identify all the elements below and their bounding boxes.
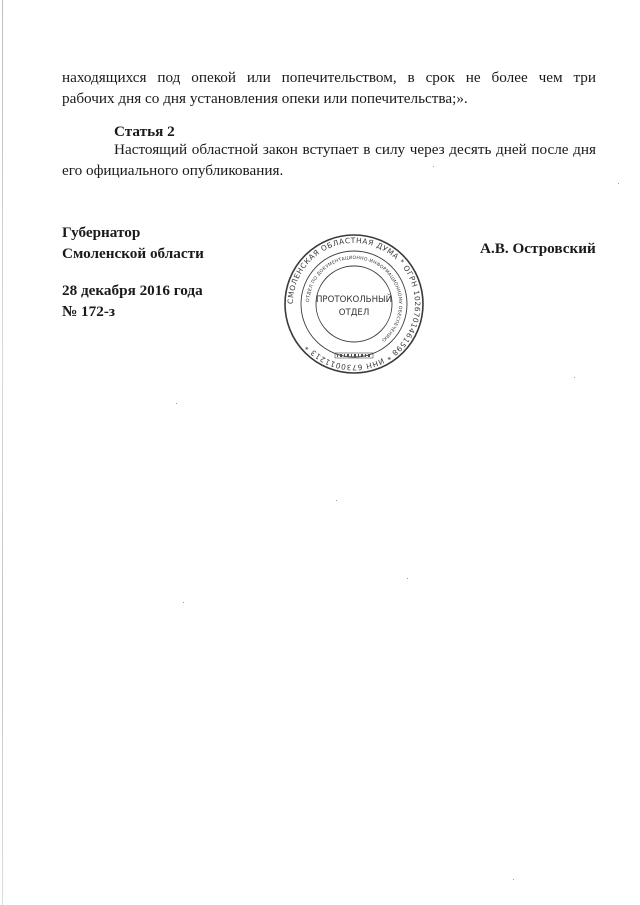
paragraph-line: Настоящий областной закон вступает в силу через десять дней после дня (114, 141, 596, 158)
scan-speck (574, 377, 575, 378)
stamp-outer-text: СМОЛЕНСКАЯ ОБЛАСТНАЯ ДУМА * ОГРН 1026701461598 * ИНН 6730011213 * (285, 235, 423, 373)
scan-speck (407, 578, 408, 579)
signatory-name: А.В. Островский (480, 240, 596, 257)
official-stamp (283, 233, 425, 375)
scan-speck (176, 403, 177, 404)
paragraph-line: рабочих дня со дня установления опеки или попечительства;». (62, 90, 468, 107)
paragraph-line: находящихся под опекой или попечительством, в срок не более чем три (62, 69, 596, 86)
signatory-title-line: Губернатор (62, 224, 141, 241)
stamp-inner-text: ОТДЕЛ ПО ДОКУМЕНТАЦИОННО-ИНФОРМАЦИОННОМУ ОБЕСПЕЧЕНИЮ (306, 255, 403, 343)
signatory-title (62, 222, 204, 264)
scan-speck (183, 602, 184, 603)
scan-speck (433, 166, 434, 167)
date-block (62, 280, 203, 322)
paragraph-continuation (62, 67, 596, 109)
signatory-title-line: Смоленской области (62, 245, 204, 262)
scan-speck (513, 879, 514, 880)
article-heading: Статья 2 (114, 123, 175, 140)
scan-edge (2, 0, 3, 905)
paragraph-line: его официального опубликования. (62, 162, 284, 179)
scan-speck (618, 183, 619, 184)
scan-speck (336, 500, 337, 501)
stamp-center-line: ОТДЕЛ (338, 308, 370, 318)
law-date: 28 декабря 2016 года (62, 282, 203, 299)
law-number: № 172-з (62, 303, 116, 320)
stamp-center-line: ПРОТОКОЛЬНЫЙ (315, 295, 393, 305)
paragraph-article-2 (62, 139, 596, 181)
